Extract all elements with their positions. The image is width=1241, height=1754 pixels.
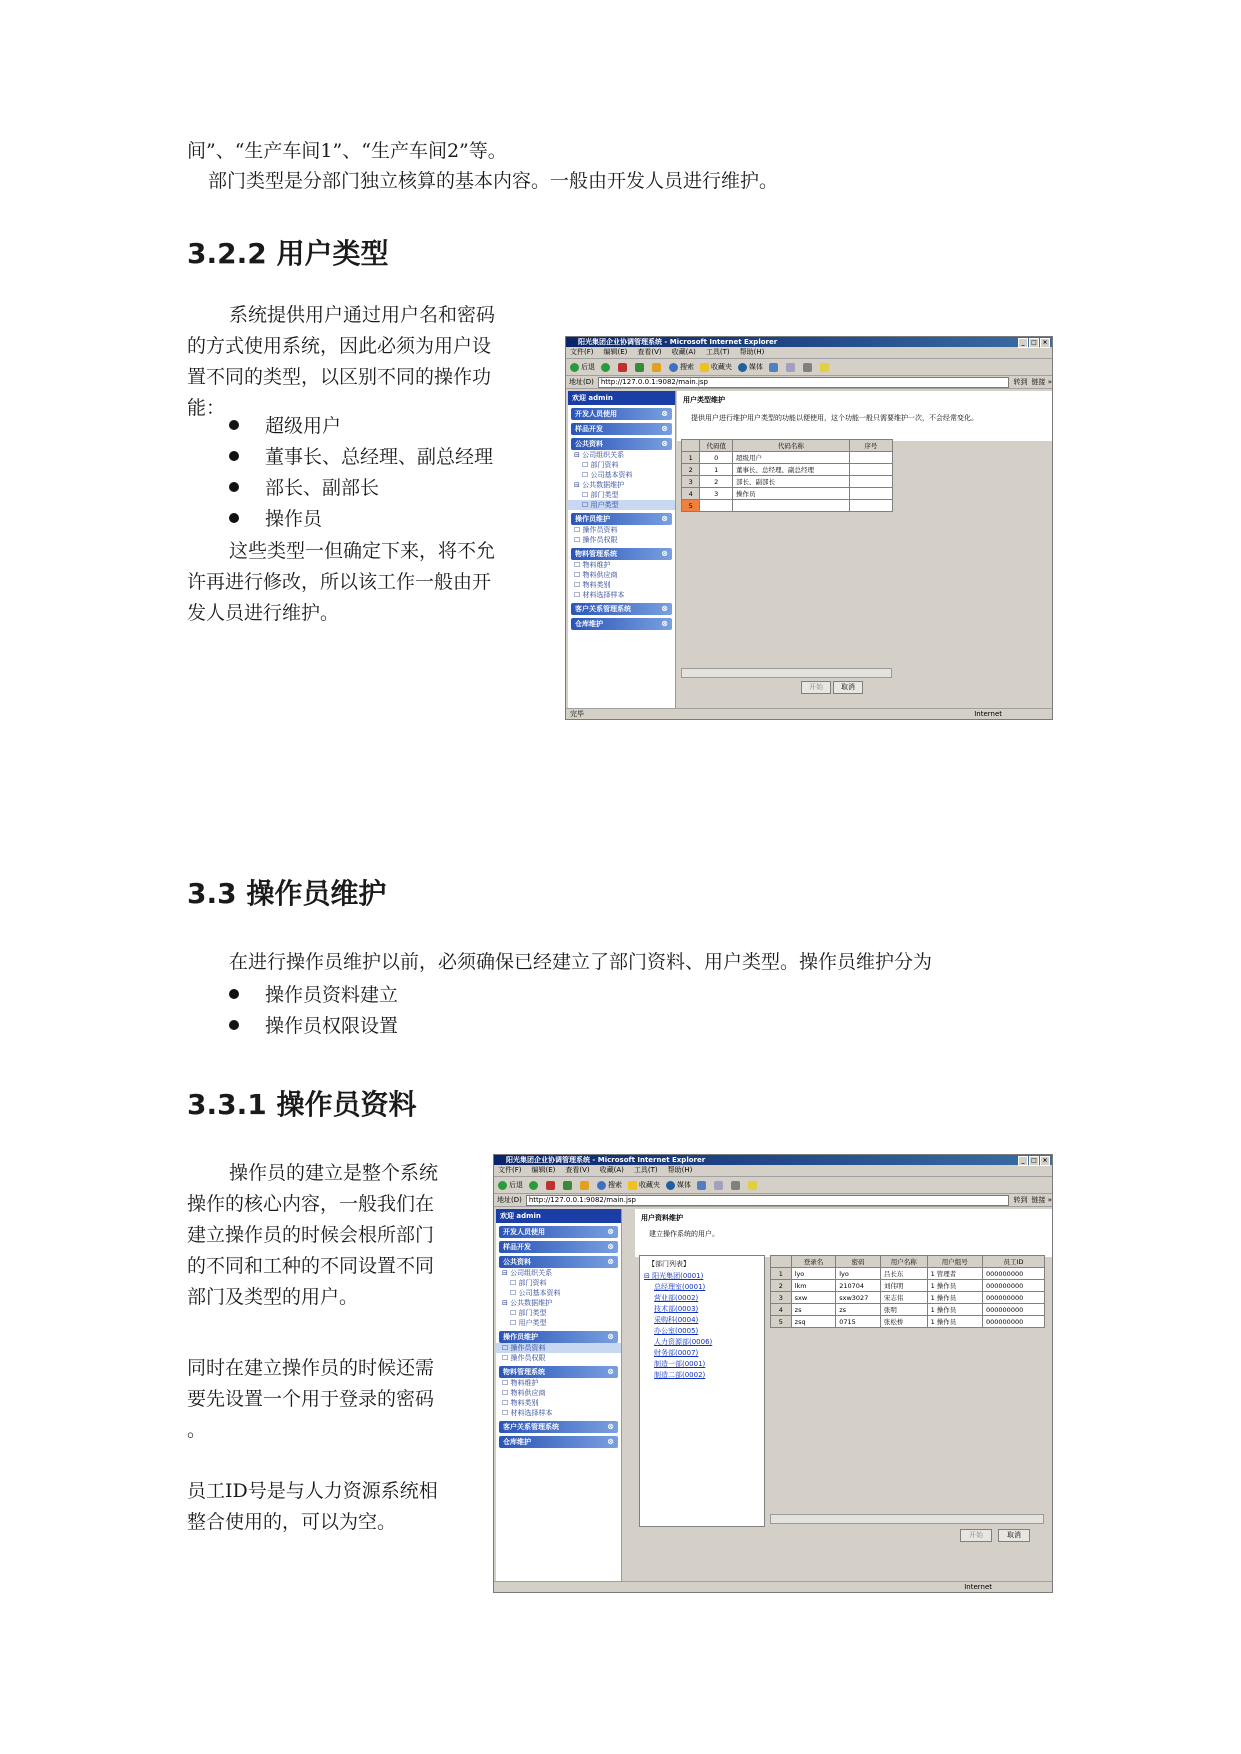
bullet-dot <box>229 1020 239 1030</box>
column-header[interactable]: 员工ID <box>983 1256 1045 1268</box>
edit-icon[interactable] <box>748 1181 757 1190</box>
address-input[interactable]: http://127.0.0.1:9082/main.jsp <box>526 1195 1010 1206</box>
favorites-button[interactable]: 收藏夹 <box>700 359 732 375</box>
window-titlebar <box>566 337 1052 347</box>
search-icon <box>669 363 678 372</box>
user-type-note <box>187 536 532 629</box>
bullet-text: 操作员资料建立 <box>265 984 399 1006</box>
table-cell[interactable]: 1 管理者 <box>927 1268 982 1280</box>
status-bar <box>566 708 1052 719</box>
sidebar-item[interactable]: ☐ 材料选择样本 <box>574 591 625 599</box>
bullet-dot <box>229 513 239 523</box>
back-icon <box>570 363 579 372</box>
menu-favorites[interactable]: 收藏(A) <box>599 1166 624 1174</box>
sidebar-section[interactable]: 物料管理系统 ⊗ <box>571 548 672 560</box>
operator-table <box>770 1255 1045 1328</box>
user-type-table <box>681 439 893 512</box>
row-number: 3 <box>771 1292 792 1304</box>
sidebar-item[interactable]: ☐ 部门类型 <box>582 491 619 499</box>
favorites-button[interactable]: 收藏夹 <box>628 1177 660 1193</box>
tree-node[interactable]: ⊟ 阳光集团(0001) <box>644 1272 704 1280</box>
column-header[interactable]: 用户组号 <box>927 1256 982 1268</box>
text-line: 整合使用的，可以为空。 <box>187 1511 397 1533</box>
table-cell[interactable]: 刘伟明 <box>880 1280 927 1292</box>
tree-node[interactable]: 营业部(0002) <box>654 1294 699 1302</box>
horizontal-scrollbar[interactable] <box>681 668 892 678</box>
close-icon[interactable]: × <box>1040 338 1050 348</box>
table-cell[interactable]: 宋志伟 <box>880 1292 927 1304</box>
tree-node[interactable]: 采购科(0004) <box>654 1316 699 1324</box>
sidebar-item[interactable]: ☐ 用户类型 <box>510 1319 547 1327</box>
tree-node[interactable]: 办公室(0005) <box>654 1327 699 1335</box>
table-cell[interactable]: sxw3027 <box>836 1292 881 1304</box>
sidebar-item[interactable]: ☐ 物料类别 <box>574 581 611 589</box>
history-icon[interactable] <box>697 1181 706 1190</box>
sidebar-item[interactable]: ☐ 部门类型 <box>510 1309 547 1317</box>
go-button[interactable]: 转到 <box>1013 1196 1028 1204</box>
main-panel <box>677 391 1052 708</box>
page-header <box>677 391 1052 441</box>
sidebar-item[interactable]: ⊟ 公共数据维护 <box>574 481 625 489</box>
menu-bar <box>494 1165 1052 1177</box>
home-icon[interactable] <box>580 1181 589 1190</box>
tree-node[interactable]: 财务部(0007) <box>654 1349 699 1357</box>
table-cell[interactable]: lkm <box>791 1280 836 1292</box>
sidebar-item[interactable]: ☐ 操作员资料 <box>574 526 618 534</box>
operator-data-para-2 <box>187 1353 477 1446</box>
heading-3-2-2: 3.2.2 用户类型 <box>187 237 389 270</box>
text-line: 发人员进行维护。 <box>187 602 340 624</box>
menu-view[interactable]: 查看(V) <box>565 1166 590 1174</box>
column-header[interactable]: 用户名称 <box>880 1256 927 1268</box>
table-cell[interactable]: 吕长东 <box>880 1268 927 1280</box>
bullet-item <box>229 411 341 442</box>
table-cell[interactable] <box>700 500 733 512</box>
status-bar <box>494 1581 1052 1592</box>
sidebar-section[interactable]: 客户关系管理系统 ⊗ <box>571 603 672 615</box>
row-number: 3 <box>682 476 700 488</box>
menu-file[interactable]: 文件(F) <box>498 1166 522 1174</box>
refresh-icon[interactable] <box>563 1181 572 1190</box>
sidebar-section[interactable]: 样品开发 ⊗ <box>499 1241 618 1253</box>
table-cell[interactable]: sxw <box>791 1292 836 1304</box>
table-cell[interactable]: zsq <box>791 1316 836 1328</box>
table-cell[interactable]: lyo <box>791 1268 836 1280</box>
text-line: 的不同和工种的不同设置不同 <box>187 1255 435 1277</box>
text-line: 许再进行修改，所以该工作一般由开 <box>187 571 492 593</box>
print-icon[interactable] <box>803 363 812 372</box>
window-titlebar <box>494 1155 1052 1165</box>
welcome-header: 欢迎 admin <box>496 1209 621 1223</box>
refresh-icon[interactable] <box>635 363 644 372</box>
forward-icon[interactable] <box>529 1181 538 1190</box>
media-button[interactable]: 媒体 <box>738 359 763 375</box>
table-cell[interactable] <box>849 452 892 464</box>
table-cell[interactable]: 000000000 <box>983 1304 1045 1316</box>
maximize-icon[interactable]: □ <box>1029 1156 1039 1166</box>
bullet-text: 部长、副部长 <box>265 477 380 499</box>
row-number: 1 <box>771 1268 792 1280</box>
bullet-text: 董事长、总经理、副总经理 <box>265 446 494 468</box>
tree-node[interactable]: 技术部(0003) <box>654 1305 699 1313</box>
edit-icon[interactable] <box>820 363 829 372</box>
table-row[interactable] <box>771 1280 1045 1292</box>
sidebar-section[interactable]: 物料管理系统 ⊗ <box>499 1366 618 1378</box>
ok-button[interactable]: 开始 <box>960 1529 992 1542</box>
table-row[interactable] <box>682 476 893 488</box>
links-button[interactable]: 链接 » <box>1031 1196 1052 1204</box>
address-label: 地址(D) <box>497 1196 522 1204</box>
column-header[interactable]: 密码 <box>836 1256 881 1268</box>
sidebar-section[interactable]: 开发人员使用 ⊗ <box>571 408 672 420</box>
operator-maint-intro: 在进行操作员维护以前，必须确保已经建立了部门资料、用户类型。操作员维护分为 <box>229 951 933 973</box>
row-number: 1 <box>682 452 700 464</box>
text-line: 的方式使用系统，因此必须为用户设 <box>187 335 492 357</box>
sidebar-item[interactable]: ☐ 物料供应商 <box>574 571 618 579</box>
mail-icon[interactable] <box>714 1181 723 1190</box>
table-cell[interactable]: lyo <box>836 1268 881 1280</box>
table-cell[interactable]: 张松桥 <box>880 1316 927 1328</box>
address-bar <box>494 1194 1052 1207</box>
ok-button[interactable]: 开始 <box>801 681 831 694</box>
tree-node[interactable]: 人力资源部(0006) <box>654 1338 713 1346</box>
go-button[interactable]: 转到 <box>1013 378 1028 386</box>
home-icon[interactable] <box>652 363 661 372</box>
table-cell[interactable]: 000000000 <box>983 1280 1045 1292</box>
sidebar <box>496 1209 622 1581</box>
table-cell[interactable]: 1 操作员 <box>927 1280 982 1292</box>
sidebar-item[interactable]: ☐ 部门资料 <box>510 1279 547 1287</box>
window-title: 阳光集团企业协调管理系统 - Microsoft Internet Explorer <box>578 338 778 346</box>
row-number: 4 <box>682 488 700 500</box>
text-line: 操作的核心内容，一般我们在 <box>187 1193 435 1215</box>
browser-content <box>566 391 1052 708</box>
sidebar-item[interactable]: ⊟ 公司组织关系 <box>502 1269 553 1277</box>
bullet-dot <box>229 451 239 461</box>
table-row[interactable] <box>682 464 893 476</box>
table-cell[interactable]: 0 <box>700 452 733 464</box>
mail-icon[interactable] <box>786 363 795 372</box>
back-button[interactable]: 后退 <box>570 359 595 375</box>
text-line: 员工ID号是与人力资源系统相 <box>187 1480 438 1502</box>
menu-edit[interactable]: 编辑(E) <box>531 1166 556 1174</box>
sidebar-section[interactable]: 样品开发 ⊗ <box>571 423 672 435</box>
user-type-intro <box>187 300 532 424</box>
intro-line-1: 间”、“生产车间1”、“生产车间2”等。 <box>187 140 507 162</box>
column-header[interactable]: 序号 <box>849 440 892 452</box>
table-cell[interactable]: 000000000 <box>983 1268 1045 1280</box>
menu-help[interactable]: 帮助(H) <box>739 348 765 356</box>
history-icon[interactable] <box>769 363 778 372</box>
table-cell[interactable]: 3 <box>700 488 733 500</box>
menu-view[interactable]: 查看(V) <box>637 348 662 356</box>
menu-help[interactable]: 帮助(H) <box>667 1166 693 1174</box>
row-number: 5 <box>682 500 700 512</box>
row-number-header <box>682 440 700 452</box>
close-icon[interactable]: × <box>1040 1156 1050 1166</box>
cancel-button[interactable]: 取消 <box>998 1529 1030 1542</box>
table-cell[interactable] <box>849 464 892 476</box>
table-cell[interactable]: 超级用户 <box>733 452 850 464</box>
table-cell[interactable] <box>849 500 892 512</box>
sidebar-item[interactable]: ☐ 部门资料 <box>582 461 619 469</box>
links-button[interactable]: 链接 » <box>1031 378 1052 386</box>
zone-label: Internet <box>974 710 1002 718</box>
sidebar-item[interactable]: ☐ 物料供应商 <box>502 1389 546 1397</box>
table-cell[interactable] <box>733 500 850 512</box>
sidebar-section[interactable]: 开发人员使用 ⊗ <box>499 1226 618 1238</box>
text-line: 系统提供用户通过用户名和密码 <box>229 304 496 326</box>
table-row[interactable] <box>771 1316 1045 1328</box>
table-row[interactable] <box>682 488 893 500</box>
sidebar-section[interactable]: 操作员维护 ⊗ <box>499 1331 618 1343</box>
tree-node[interactable]: 总经理室(0001) <box>654 1283 706 1291</box>
text-line: 能： <box>187 397 226 419</box>
text-line: 操作员的建立是整个系统 <box>229 1162 439 1184</box>
table-row[interactable] <box>682 500 893 512</box>
text-line: 同时在建立操作员的时候还需 <box>187 1357 435 1379</box>
sidebar-item[interactable]: ☐ 物料维护 <box>502 1379 539 1387</box>
table-cell[interactable]: 操作员 <box>733 488 850 500</box>
row-number: 2 <box>771 1280 792 1292</box>
text-line: 建立操作员的时候会根所部门 <box>187 1224 435 1246</box>
bullet-text: 操作员 <box>265 508 323 530</box>
row-number: 5 <box>771 1316 792 1328</box>
star-icon <box>628 1181 637 1190</box>
menu-favorites[interactable]: 收藏(A) <box>671 348 696 356</box>
menu-tools[interactable]: 工具(T) <box>633 1166 658 1174</box>
table-row[interactable] <box>771 1292 1045 1304</box>
sidebar-item[interactable]: ⊟ 公司组织关系 <box>574 451 625 459</box>
browser-toolbar <box>566 359 1052 376</box>
row-number-header <box>771 1256 792 1268</box>
page-title: 用户类型维护 <box>683 396 725 404</box>
sidebar-item[interactable]: ☐ 材料选择样本 <box>502 1409 553 1417</box>
sidebar-item[interactable]: ☐ 操作员资料 <box>496 1343 621 1353</box>
sidebar-item[interactable]: ☐ 操作员权限 <box>574 536 618 544</box>
table-cell[interactable] <box>849 476 892 488</box>
table-cell[interactable]: 000000000 <box>983 1292 1045 1304</box>
media-button[interactable]: 媒体 <box>666 1177 691 1193</box>
heading-3-3: 3.3 操作员维护 <box>187 877 387 910</box>
menu-bar <box>566 347 1052 359</box>
search-button[interactable]: 搜索 <box>597 1177 622 1193</box>
stop-icon[interactable] <box>546 1181 555 1190</box>
back-button[interactable]: 后退 <box>498 1177 523 1193</box>
row-number: 4 <box>771 1304 792 1316</box>
table-cell[interactable]: 1 操作员 <box>927 1292 982 1304</box>
text-line: 。 <box>187 1419 207 1441</box>
column-header[interactable]: 代码值 <box>700 440 733 452</box>
table-header-row <box>771 1256 1045 1268</box>
tree-node[interactable]: 制造一部(0001) <box>654 1360 706 1368</box>
tree-node[interactable]: 制造二部(0002) <box>654 1371 706 1379</box>
main-panel <box>635 1209 1052 1581</box>
minimize-icon[interactable]: _ <box>1018 1156 1028 1166</box>
page-description: 提供用户进行维护用户类型的功能以便使用，这个功能一般只需要维护一次，不会经常变化。 <box>691 414 978 422</box>
sidebar-item[interactable]: ☐ 公司基本资料 <box>582 471 633 479</box>
cancel-button[interactable]: 取消 <box>833 681 863 694</box>
screenshot-user-type <box>565 336 1053 720</box>
browser-content <box>494 1209 1052 1581</box>
welcome-header: 欢迎 admin <box>568 391 675 405</box>
table-cell[interactable] <box>849 488 892 500</box>
operator-data-para-3 <box>187 1476 477 1538</box>
menu-file[interactable]: 文件(F) <box>570 348 594 356</box>
sidebar-item[interactable]: ☐ 公司基本资料 <box>510 1289 561 1297</box>
minimize-icon[interactable]: _ <box>1018 338 1028 348</box>
department-tree <box>639 1255 765 1527</box>
star-icon <box>700 363 709 372</box>
bullet-text: 超级用户 <box>265 415 342 437</box>
zone-label: Internet <box>964 1583 992 1591</box>
bullet-item <box>229 473 379 504</box>
sidebar-item[interactable]: ☐ 用户类型 <box>568 500 675 510</box>
table-cell[interactable]: 部长、副部长 <box>733 476 850 488</box>
browser-toolbar <box>494 1177 1052 1194</box>
sidebar <box>568 391 676 708</box>
text-line: 部门及类型的用户。 <box>187 1286 359 1308</box>
row-number: 2 <box>682 464 700 476</box>
bullet-item <box>229 980 398 1011</box>
menu-edit[interactable]: 编辑(E) <box>603 348 628 356</box>
table-header-row <box>682 440 893 452</box>
bullet-item <box>229 1011 398 1042</box>
print-icon[interactable] <box>731 1181 740 1190</box>
intro-line-2: 部门类型是分部门独立核算的基本内容。一般由开发人员进行维护。 <box>208 170 779 192</box>
table-cell[interactable]: 000000000 <box>983 1316 1045 1328</box>
table-cell[interactable]: 张明 <box>880 1304 927 1316</box>
media-icon <box>666 1181 675 1190</box>
search-icon <box>597 1181 606 1190</box>
table-cell[interactable]: 1 操作员 <box>927 1316 982 1328</box>
table-cell[interactable]: 0715 <box>836 1316 881 1328</box>
sidebar-item[interactable]: ☐ 物料类别 <box>502 1399 539 1407</box>
table-cell[interactable]: zs <box>836 1304 881 1316</box>
sidebar-item[interactable]: ⊟ 公共数据维护 <box>502 1299 553 1307</box>
page-header <box>635 1209 1052 1257</box>
table-cell[interactable]: 2 <box>700 476 733 488</box>
horizontal-scrollbar[interactable] <box>770 1514 1044 1524</box>
bullet-text: 操作员权限设置 <box>265 1015 399 1037</box>
back-icon <box>498 1181 507 1190</box>
table-cell[interactable]: 董事长、总经理、副总经理 <box>733 464 850 476</box>
menu-tools[interactable]: 工具(T) <box>705 348 730 356</box>
page-title: 用户资料维护 <box>641 1214 683 1222</box>
sidebar-section[interactable]: 操作员维护 ⊗ <box>571 513 672 525</box>
sidebar-section[interactable]: 仓库维护 ⊗ <box>571 618 672 630</box>
bullet-item <box>229 442 493 473</box>
screenshot-operator-data <box>493 1154 1053 1593</box>
status-text: 完毕 <box>570 710 584 718</box>
heading-3-3-1: 3.3.1 操作员资料 <box>187 1088 417 1121</box>
bullet-item <box>229 504 322 535</box>
column-header[interactable]: 代码名称 <box>733 440 850 452</box>
stop-icon[interactable] <box>618 363 627 372</box>
sidebar-item[interactable]: ☐ 物料维护 <box>574 561 611 569</box>
sidebar-section[interactable]: 客户关系管理系统 ⊗ <box>499 1421 618 1433</box>
bullet-dot <box>229 420 239 430</box>
maximize-icon[interactable]: □ <box>1029 338 1039 348</box>
table-cell[interactable]: 210704 <box>836 1280 881 1292</box>
address-bar <box>566 376 1052 389</box>
bullet-dot <box>229 482 239 492</box>
table-cell[interactable]: 1 操作员 <box>927 1304 982 1316</box>
tree-title: 【部门列表】 <box>648 1260 690 1268</box>
table-cell[interactable]: 1 <box>700 464 733 476</box>
text-line: 要先设置一个用于登录的密码 <box>187 1388 435 1410</box>
bullet-dot <box>229 989 239 999</box>
column-header[interactable]: 登录名 <box>791 1256 836 1268</box>
window-title: 阳光集团企业协调管理系统 - Microsoft Internet Explorer <box>506 1156 706 1164</box>
table-row[interactable] <box>771 1304 1045 1316</box>
text-line: 这些类型一但确定下来，将不允 <box>229 540 496 562</box>
sidebar-section[interactable]: 仓库维护 ⊗ <box>499 1436 618 1448</box>
table-row[interactable] <box>682 452 893 464</box>
media-icon <box>738 363 747 372</box>
table-row[interactable] <box>771 1268 1045 1280</box>
table-cell[interactable]: zs <box>791 1304 836 1316</box>
address-label: 地址(D) <box>569 378 594 386</box>
sidebar-section[interactable]: 公共资料 ⊗ <box>499 1256 618 1268</box>
sidebar-item[interactable]: ☐ 操作员权限 <box>502 1354 546 1362</box>
search-button[interactable]: 搜索 <box>669 359 694 375</box>
sidebar-section[interactable]: 公共资料 ⊗ <box>571 438 672 450</box>
text-line: 置不同的类型，以区别不同的操作功 <box>187 366 492 388</box>
address-input[interactable]: http://127.0.0.1:9082/main.jsp <box>598 377 1010 388</box>
page-description: 建立操作系统的用户。 <box>649 1230 719 1238</box>
operator-data-para-1 <box>187 1158 477 1313</box>
forward-icon[interactable] <box>601 363 610 372</box>
